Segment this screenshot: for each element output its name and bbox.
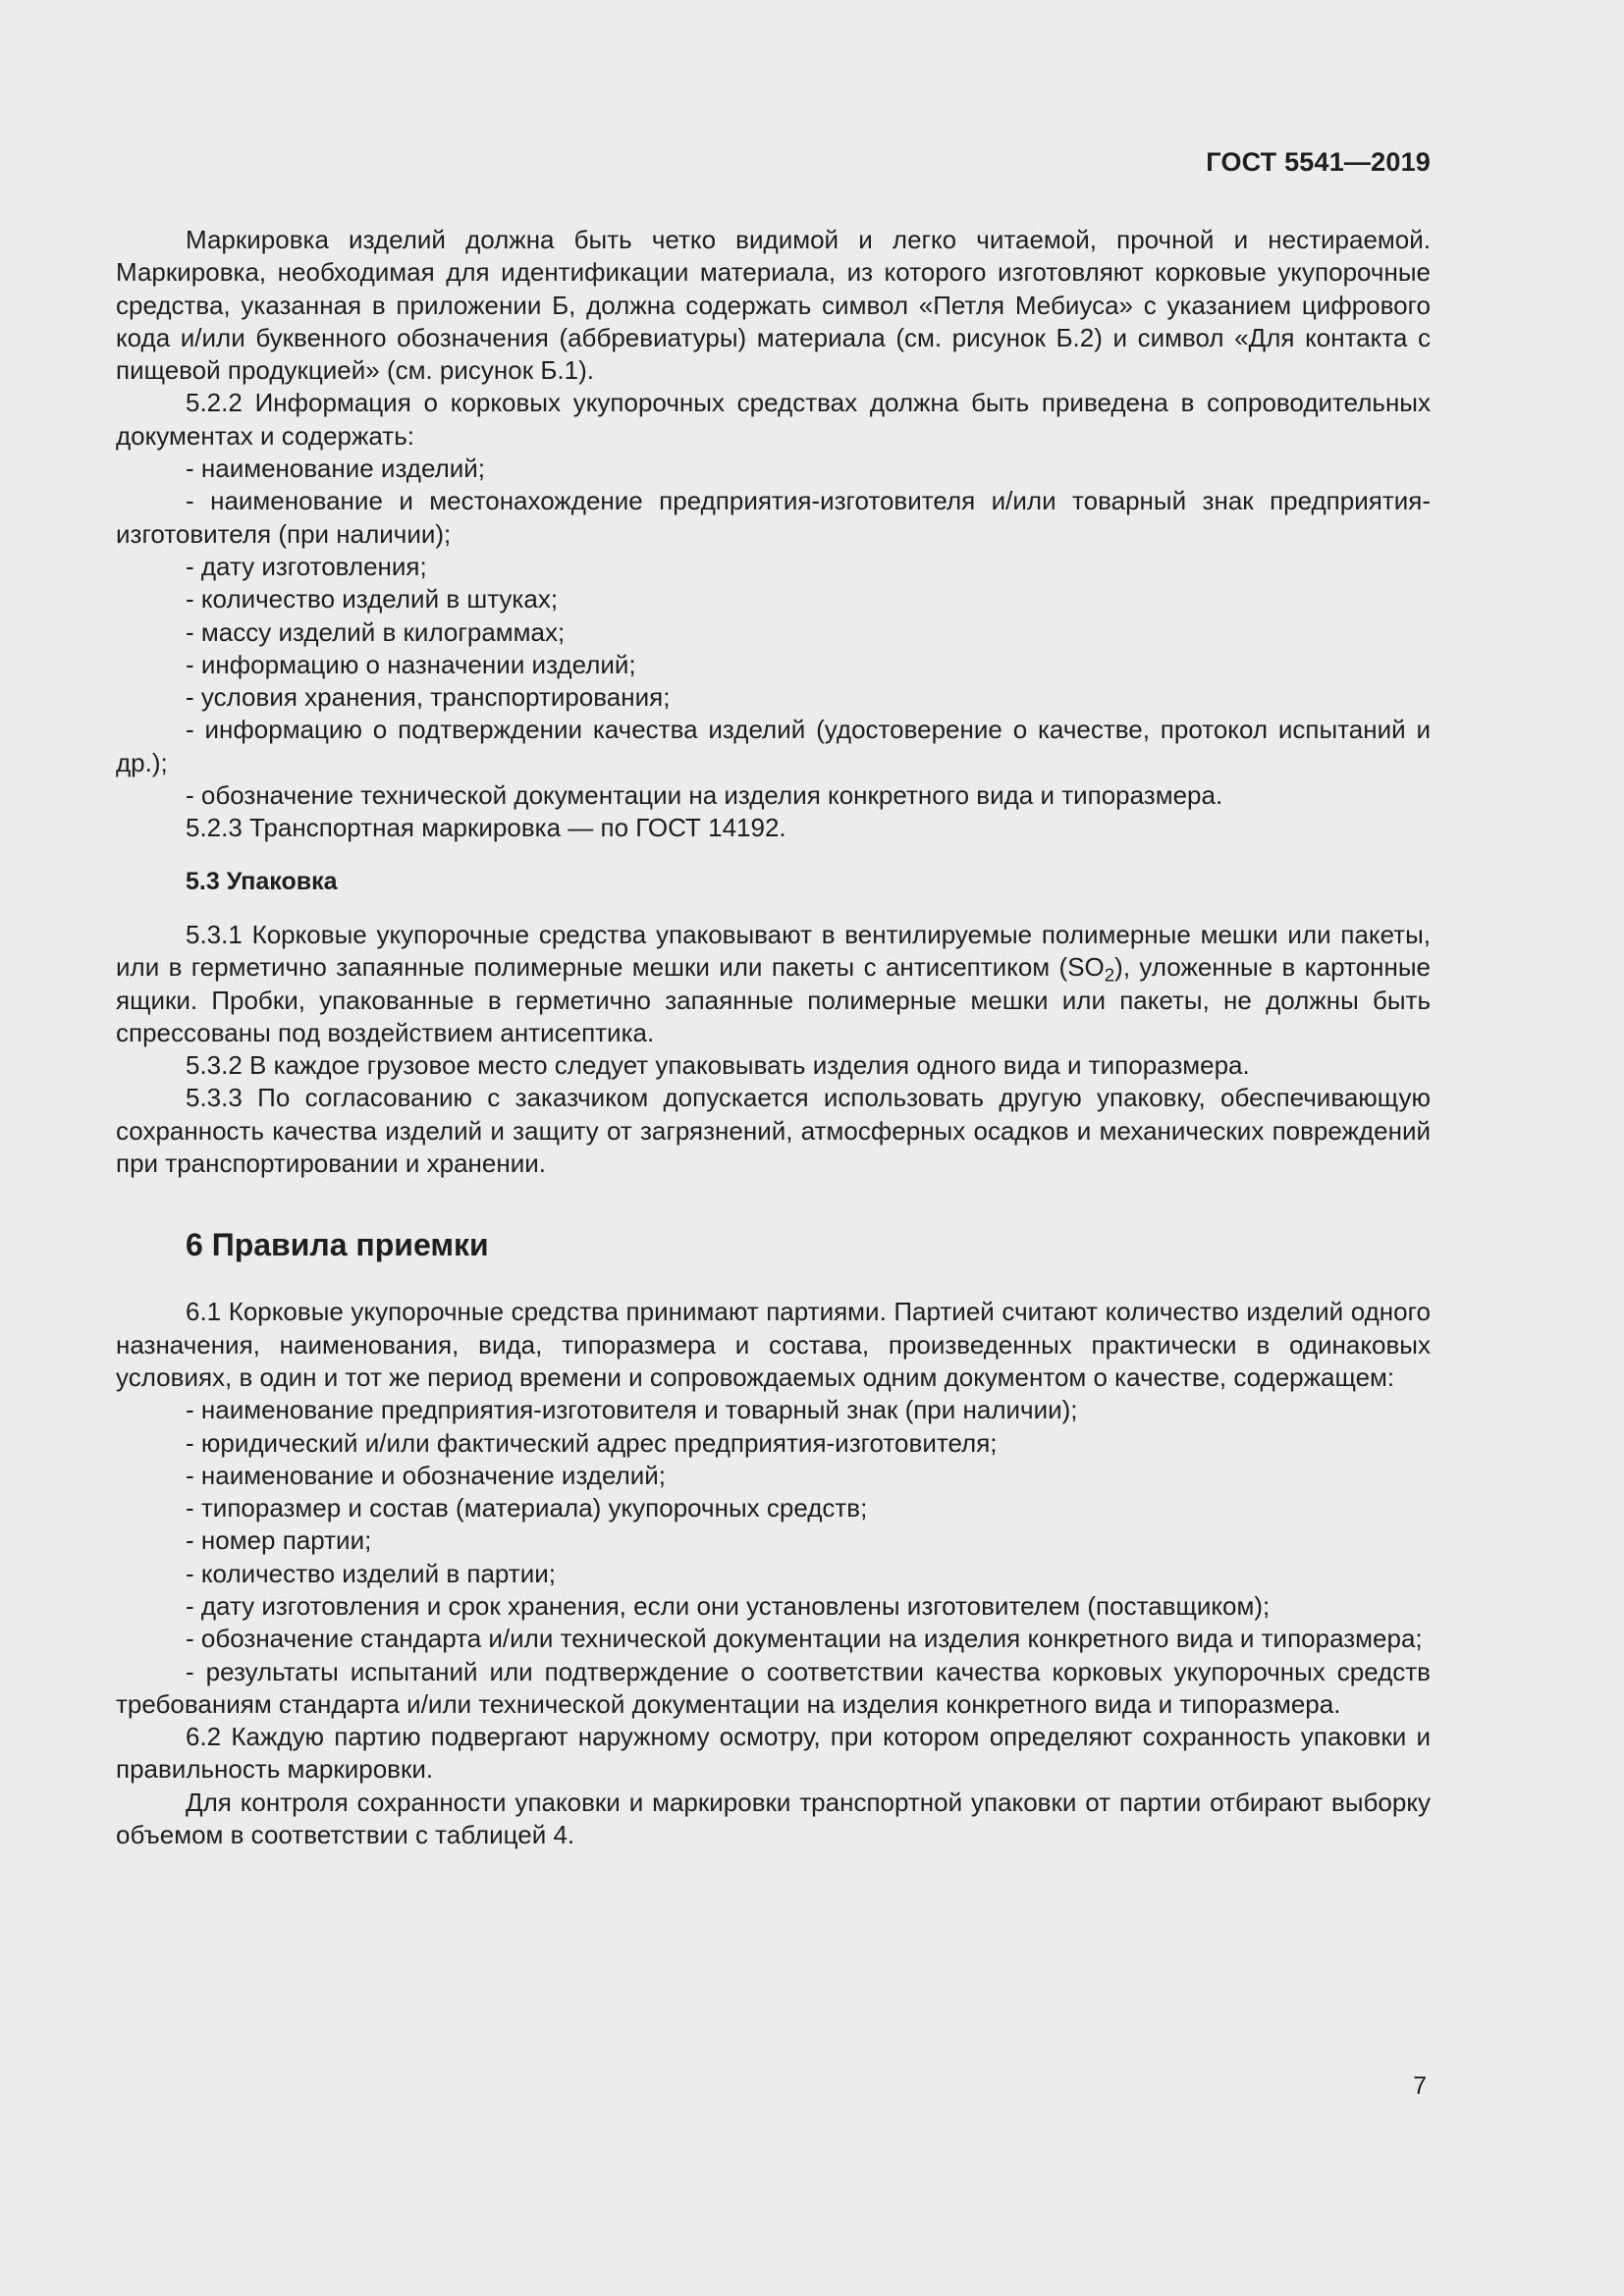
list-item: - количество изделий в штуках;: [186, 584, 559, 614]
list-item: - типоразмер и состав (материала) укупорочных средств;: [186, 1493, 868, 1523]
list-item: - информацию о подтверждении качества изделий (удостоверение о качестве, протокол испытаний и др.);: [116, 715, 1431, 777]
list-item: - наименование предприятия-изготовителя и товарный знак (при наличии);: [186, 1395, 1078, 1425]
paragraph-6-2: 6.2 Каждую партию подвергают наружному осмотру, при котором определяют сохранность упаковки и правильность маркировки.: [116, 1722, 1431, 1785]
section-heading-5-3: 5.3 Упаковка: [186, 867, 338, 895]
list-item: - наименование изделий;: [186, 454, 486, 484]
list-item: - дату изготовления;: [186, 551, 427, 581]
page-content: [116, 224, 1431, 1851]
paragraph-5-3-2: 5.3.2 В каждое грузовое место следует упаковывать изделия одного вида и типоразмера.: [186, 1050, 1250, 1081]
list-item: - юридический и/или фактический адрес предприятия-изготовителя;: [186, 1427, 998, 1458]
list-item: - обозначение стандарта и/или технической документации на изделия конкретного вида и типоразмера;: [186, 1624, 1423, 1654]
list-item: - номер партии;: [186, 1525, 372, 1556]
list-item: - наименование и местонахождение предприятия-изготовителя и/или товарный знак предприятия-изготовителя (при наличии);: [116, 486, 1431, 549]
list-item: - наименование и обозначение изделий;: [186, 1460, 667, 1490]
list-item: - дату изготовления и срок хранения, если они установлены изготовителем (поставщиком);: [186, 1590, 1271, 1621]
subscript-2: 2: [1104, 964, 1115, 986]
paragraph-marking: Маркировка изделий должна быть четко видимой и легко читаемой, прочной и нестираемой. Маркировка, необходимая для идентификации материала, из которого изготовляют корковые укупорочные средства, указанная в приложении Б, должна содержать символ «Петля Мебиуса» с указанием цифрового кода и/или буквенного обозначения (аббревиатуры) материала (см. рисунок Б.2) и символ «Для контакта с пищевой продукцией» (см. рисунок Б.1).: [116, 225, 1431, 386]
paragraph-5-3-1-part: ), уложенные в картонные ящики. Пробки, упакованные в герметично запаянные полимерные мешки или пакеты, не должны быть спрессованы под воздействием антисептика.: [116, 952, 1431, 1047]
list-item: - обозначение технической документации на изделия конкретного вида и типоразмера.: [186, 780, 1223, 811]
list-item: - массу изделий в килограммах;: [186, 616, 566, 647]
page-number: 7: [1413, 2072, 1427, 2100]
paragraph-6-1: 6.1 Корковые укупорочные средства принимают партиями. Партией считают количество изделий одного назначения, наименования, вида, типоразмера и состава, произведенных практически в одинаковых условиях, в один и тот же период времени и сопровождаемых одним документом о качестве, содержащем:: [116, 1297, 1431, 1392]
document-code-header: ГОСТ 5541—2019: [1206, 147, 1431, 177]
list-6-1: [116, 1394, 1431, 1721]
list-item: - количество изделий в партии;: [186, 1558, 556, 1588]
list-item: - результаты испытаний или подтверждение о соответствии качества корковых укупорочных средств требованиям стандарта и/или технической документации на изделия конкретного вида и типоразмера.: [116, 1656, 1431, 1719]
paragraph-5-3-3: 5.3.3 По согласованию с заказчиком допускается использовать другую упаковку, обеспечивающую сохранность качества изделий и защиту от загрязнений, атмосферных осадков и механических повреждений при транспортировании и хранении.: [116, 1083, 1431, 1179]
paragraph-5-3-1: [116, 919, 1431, 1049]
chapter-heading-6: 6 Правила приемки: [186, 1227, 489, 1263]
paragraph-5-2-3: 5.2.3 Транспортная маркировка — по ГОСТ 14192.: [186, 813, 786, 843]
paragraph-5-2-2: 5.2.2 Информация о корковых укупорочных средствах должна быть приведена в сопроводительных документах и содержать:: [116, 388, 1431, 451]
list-item: - условия хранения, транспортирования;: [186, 682, 671, 713]
paragraph-5-3-1-part: 5.3.1 Корковые укупорочные средства упаковывают в вентилируемые полимерные мешки или пакеты, или в герметично запаянные полимерные мешки или пакеты с антисептиком (SO: [116, 919, 1431, 983]
list-5-2-2: [116, 453, 1431, 812]
list-item: - информацию о назначении изделий;: [186, 649, 636, 679]
paragraph-6-2-sampling: Для контроля сохранности упаковки и маркировки транспортной упаковки от партии отбирают выборку объемом в соответствии с таблицей 4.: [116, 1787, 1431, 1850]
